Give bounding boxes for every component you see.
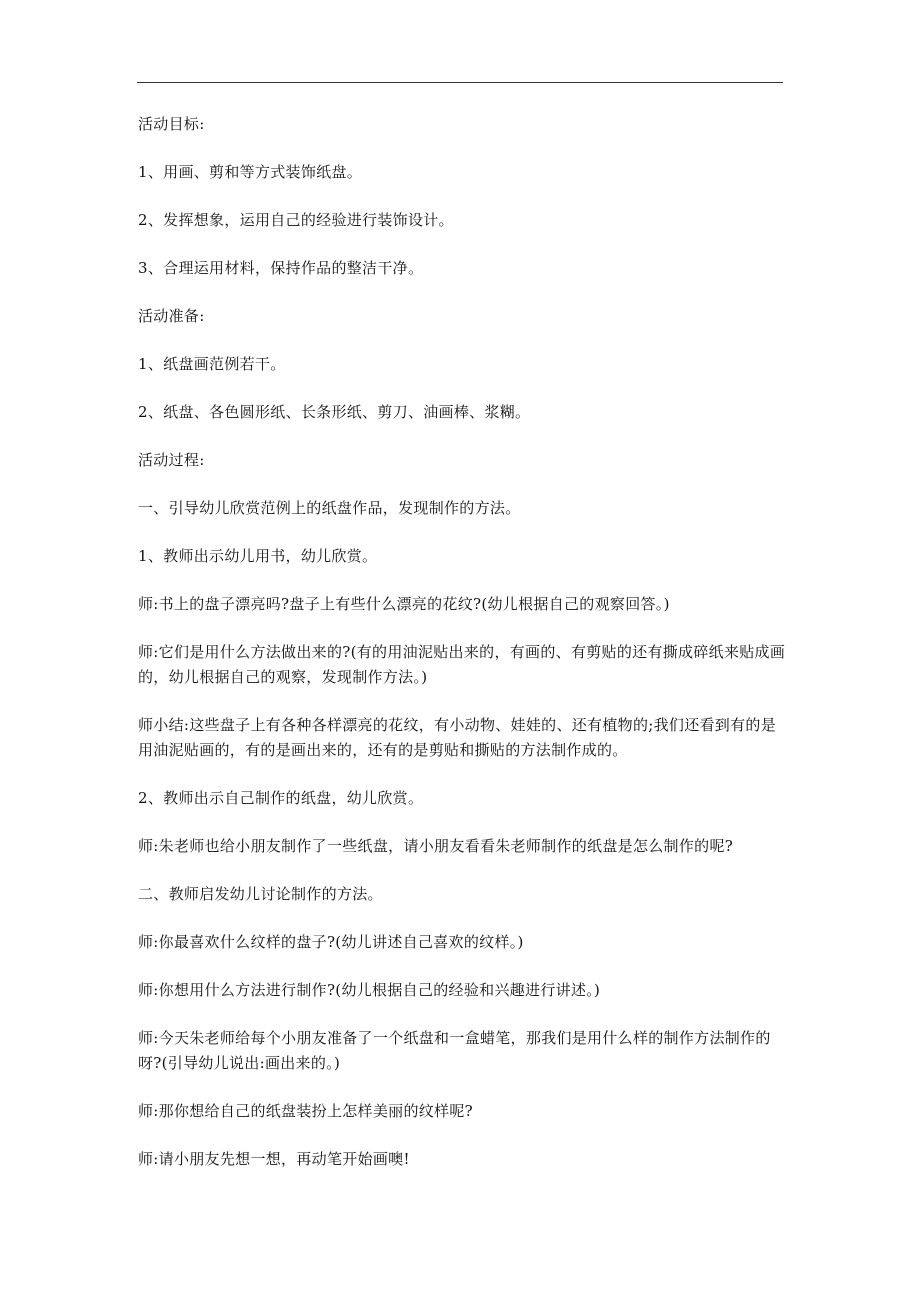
section-heading-process: 活动过程: [138,451,205,469]
process-substep: 2、教师出示自己制作的纸盘，幼儿欣赏。 [138,789,424,807]
dialogue-paragraph: 师:它们是用什么方法做出来的?(有的用油泥贴出来的，有画的、有剪贴的还有撕成碎纸来贴成画的，幼儿根据自己的观察，发现制作方法。) [138,643,786,686]
section-heading-preparation: 活动准备: [138,307,205,325]
goal-item: 1、用画、剪和等方式装饰纸盘。 [138,163,363,181]
dialogue-paragraph: 师:那你想给自己的纸盘装扮上怎样美丽的纹样呢? [138,1102,473,1120]
dialogue-paragraph: 师:书上的盘子漂亮吗?盘子上有些什么漂亮的花纹?(幼儿根据自己的观察回答。) [138,595,670,613]
header-rule [137,82,783,83]
preparation-item: 1、纸盘画范例若干。 [138,355,286,373]
dialogue-paragraph: 师:请小朋友先想一想，再动笔开始画噢! [138,1150,410,1168]
summary-paragraph: 师小结:这些盘子上有各种各样漂亮的花纹，有小动物、娃娃的、还有植物的;我们还看到有的是用油泥贴画的，有的是画出来的，还有的是剪贴和撕贴的方法制作成的。 [138,716,777,759]
dialogue-paragraph: 师:你想用什么方法进行制作?(幼儿根据自己的经验和兴趣进行讲述。) [138,981,601,999]
preparation-item: 2、纸盘、各色圆形纸、长条形纸、剪刀、油画棒、浆糊。 [138,403,531,421]
dialogue-paragraph: 师:朱老师也给小朋友制作了一些纸盘，请小朋友看看朱老师制作的纸盘是怎么制作的呢? [138,837,734,855]
process-step-heading: 一、引导幼儿欣赏范例上的纸盘作品，发现制作的方法。 [138,499,521,517]
process-substep: 1、教师出示幼儿用书，幼儿欣赏。 [138,547,378,565]
process-step-heading: 二、教师启发幼儿讨论制作的方法。 [138,885,383,903]
dialogue-paragraph: 师:今天朱老师给每个小朋友准备了一个纸盘和一盒蜡笔，那我们是用什么样的制作方法制作的呀?(引导幼儿说出:画出来的。) [138,1029,771,1072]
document-body [138,112,788,1172]
goal-item: 3、合理运用材料，保持作品的整洁干净。 [138,259,424,277]
dialogue-paragraph: 师:你最喜欢什么纹样的盘子?(幼儿讲述自己喜欢的纹样。) [138,933,524,951]
section-heading-goals: 活动目标: [138,115,205,133]
goal-item: 2、发挥想象，运用自己的经验进行装饰设计。 [138,211,454,229]
